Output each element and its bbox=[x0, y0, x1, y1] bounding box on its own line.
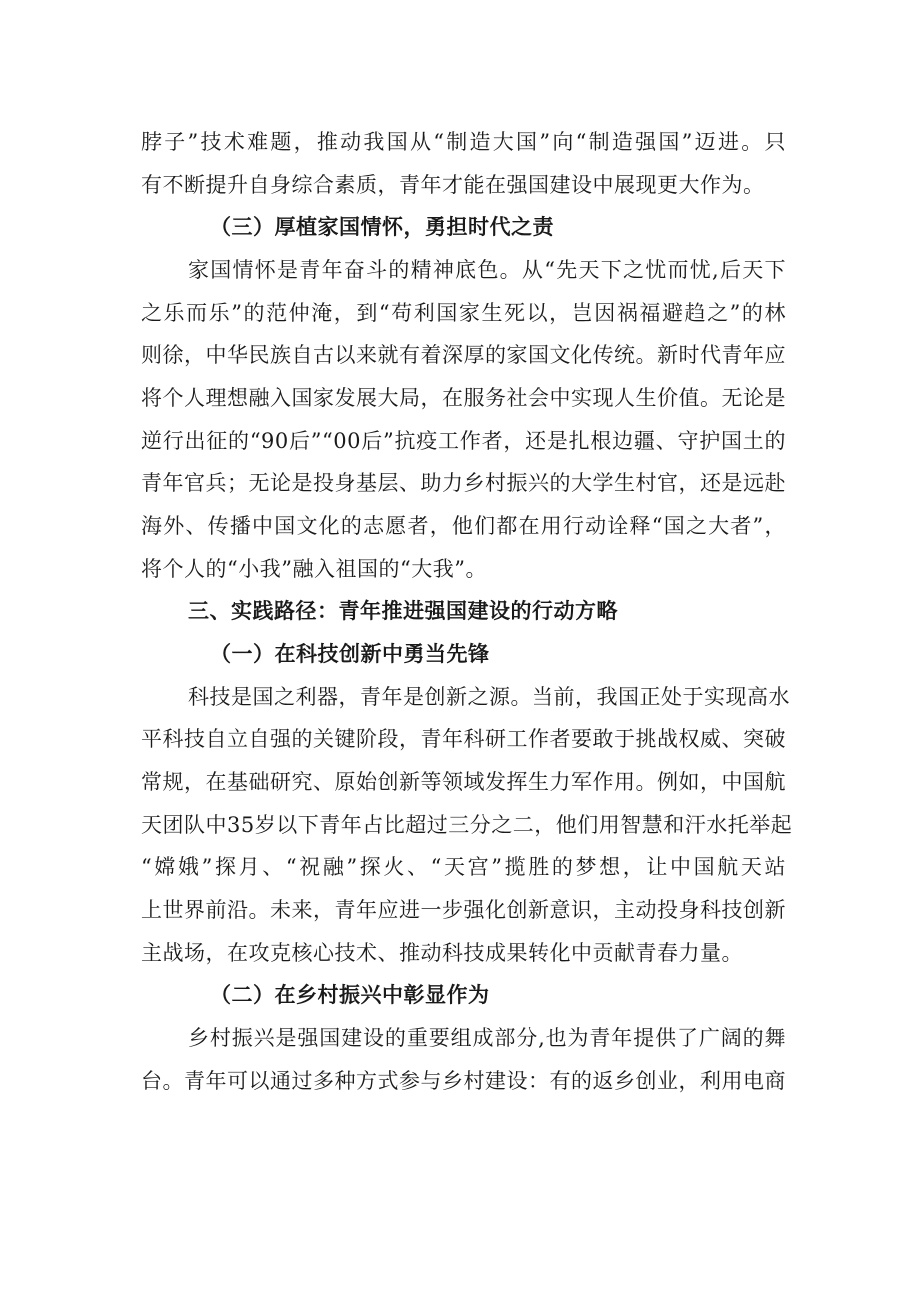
paragraph-line: 台。青年可以通过多种方式参与乡村建设：有的返乡创业，利用电商 bbox=[141, 1069, 786, 1093]
paragraph-line: 上世界前沿。未来，青年应进一步强化创新意识，主动投身科技创新 bbox=[141, 898, 786, 922]
paragraph-line: 青年官兵；无论是投身基层、助力乡村振兴的大学生村官，还是远赴 bbox=[141, 471, 786, 495]
paragraph-line: 海外、传播中国文化的志愿者，他们都在用行动诠释“国之大者”， bbox=[141, 514, 786, 538]
section-subheading: （三）厚植家国情怀，勇担时代之责 bbox=[210, 215, 554, 239]
paragraph-line: 家国情怀是青年奋斗的精神底色。从“先天下之忧而忧,后天下 bbox=[188, 258, 786, 282]
section-subheading: （一）在科技创新中勇当先锋 bbox=[210, 642, 490, 666]
paragraph-line: 将个人的“小我”融入祖国的“大我”。 bbox=[141, 557, 487, 581]
section-heading: 三、实践路径：青年推进强国建设的行动方略 bbox=[188, 599, 618, 623]
paragraph-line: 平科技自立自强的关键阶段，青年科研工作者要敢于挑战权威、突破 bbox=[141, 727, 786, 751]
paragraph-line: 天团队中35岁以下青年占比超过三分之二，他们用智慧和汗水托举起 bbox=[141, 813, 793, 837]
paragraph-line: 将个人理想融入国家发展大局，在服务社会中实现人生价值。无论是 bbox=[141, 386, 786, 410]
paragraph-line: 逆行出征的“90后”“00后”抗疫工作者，还是扎根边疆、守护国土的 bbox=[141, 429, 786, 453]
section-subheading: （二）在乡村振兴中彰显作为 bbox=[210, 983, 490, 1007]
paragraph-line: 有不断提升自身综合素质，青年才能在强国建设中展现更大作为。 bbox=[141, 173, 765, 197]
paragraph-line: 主战场，在攻克核心技术、推动科技成果转化中贡献青春力量。 bbox=[141, 941, 743, 965]
paragraph-line: 常规，在基础研究、原始创新等领域发挥生力军作用。例如，中国航 bbox=[141, 770, 786, 794]
paragraph-line: 乡村振兴是强国建设的重要组成部分,也为青年提供了广阔的舞 bbox=[188, 1026, 786, 1050]
paragraph-line: “嫦娥”探月、“祝融”探火、“天宫”揽胜的梦想，让中国航天站 bbox=[141, 855, 786, 879]
paragraph-line: 脖子”技术难题，推动我国从“制造大国”向“制造强国”迈进。只 bbox=[141, 130, 786, 154]
paragraph-line: 科技是国之利器，青年是创新之源。当前，我国正处于实现高水 bbox=[188, 685, 790, 709]
paragraph-line: 则徐，中华民族自古以来就有着深厚的家国文化传统。新时代青年应 bbox=[141, 343, 786, 367]
paragraph-line: 之乐而乐”的范仲淹，到“苟利国家生死以，岂因祸福避趋之”的林 bbox=[141, 301, 786, 325]
